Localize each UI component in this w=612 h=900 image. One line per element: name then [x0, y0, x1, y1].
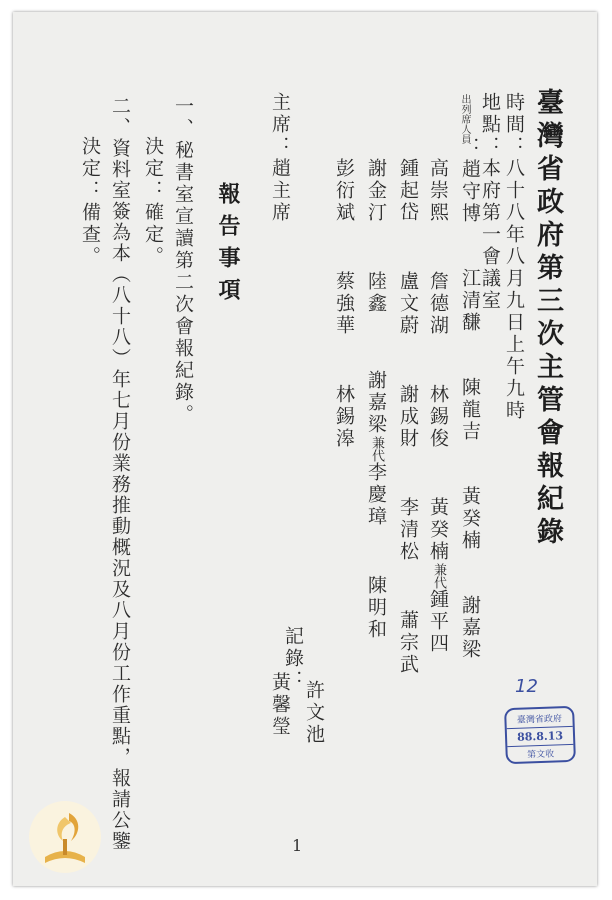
- attendee-name: 鍾起岱: [397, 158, 419, 224]
- report-item-1-decision: 決定：確定。: [142, 136, 164, 268]
- proxy-note: 兼代: [431, 563, 446, 589]
- attendees-row-1: [457, 137, 484, 661]
- attendees-row-5: [331, 158, 358, 450]
- attendee-name: 林錫俊: [427, 384, 449, 450]
- recorder-label: 記錄：: [282, 626, 304, 692]
- document-title: 臺灣省政府第三次主管會報紀錄: [532, 88, 563, 550]
- attendee-name: ：趙守博: [459, 137, 481, 225]
- attendee-name: 江清馦: [459, 268, 481, 334]
- attendees-label: 出列席人員: [459, 94, 470, 144]
- page-number: 1: [292, 836, 303, 855]
- stamp-office: 臺灣省政府: [506, 711, 573, 729]
- attendee-name: 鍾平四: [427, 589, 449, 655]
- attendees-row-2: [425, 158, 452, 655]
- attendee-name: 詹德湖: [427, 271, 449, 337]
- attendee-name: 高崇熙: [427, 158, 449, 224]
- attendee-name: 陸鑫: [365, 271, 387, 315]
- attendee-name: 陳明和: [365, 575, 387, 641]
- received-stamp: [504, 706, 576, 764]
- attendee-name: 李清松: [397, 497, 419, 563]
- recorder-name-1: 許文池: [303, 680, 325, 746]
- stamp-receipt: 第文收: [507, 744, 573, 761]
- attendee-name: 謝金汀: [365, 158, 387, 224]
- attendee-name: 蕭宗武: [397, 610, 419, 676]
- chair-line: 主席：趙主席: [269, 92, 291, 224]
- proxy-note: 兼代: [369, 436, 384, 462]
- report-item-2: 二、資料室簽為本（八十八）年七月份業務推動概況及八月份工作重點，報請公鑒: [109, 96, 131, 852]
- attendee-name: 謝嘉梁: [365, 370, 387, 436]
- report-item-1: 一、秘書室宣讀第二次會報紀錄。: [172, 96, 194, 426]
- attendees-row-3: [395, 158, 422, 676]
- meeting-place: 地點：本府第一會議室: [479, 92, 501, 312]
- attendees-row-4: [363, 158, 390, 641]
- attendee-name: 謝嘉梁: [459, 595, 481, 661]
- report-item-2-decision: 決定：備查。: [79, 136, 101, 268]
- attendee-name: 陳龍吉: [459, 377, 481, 443]
- handwritten-mark: 12: [515, 676, 538, 697]
- stamp-date: 88.8.13: [516, 729, 564, 744]
- archive-logo-icon: [25, 795, 105, 880]
- attendee-name: 林錫滜: [333, 384, 355, 450]
- attendee-name: 蔡強華: [333, 271, 355, 337]
- attendee-name: 李慶璋: [365, 462, 387, 528]
- section-heading: 報告事項: [215, 182, 241, 310]
- attendee-name: 黃癸楠: [427, 497, 449, 563]
- recorder-name-2: 黃馨瑩: [269, 672, 291, 738]
- attendee-name: 謝成財: [397, 384, 419, 450]
- attendee-name: 黃癸楠: [459, 486, 481, 552]
- attendee-name: 彭衍斌: [333, 158, 355, 224]
- attendee-name: 盧文蔚: [397, 271, 419, 337]
- meeting-time: 時間：八十八年八月九日上午九時: [503, 92, 525, 422]
